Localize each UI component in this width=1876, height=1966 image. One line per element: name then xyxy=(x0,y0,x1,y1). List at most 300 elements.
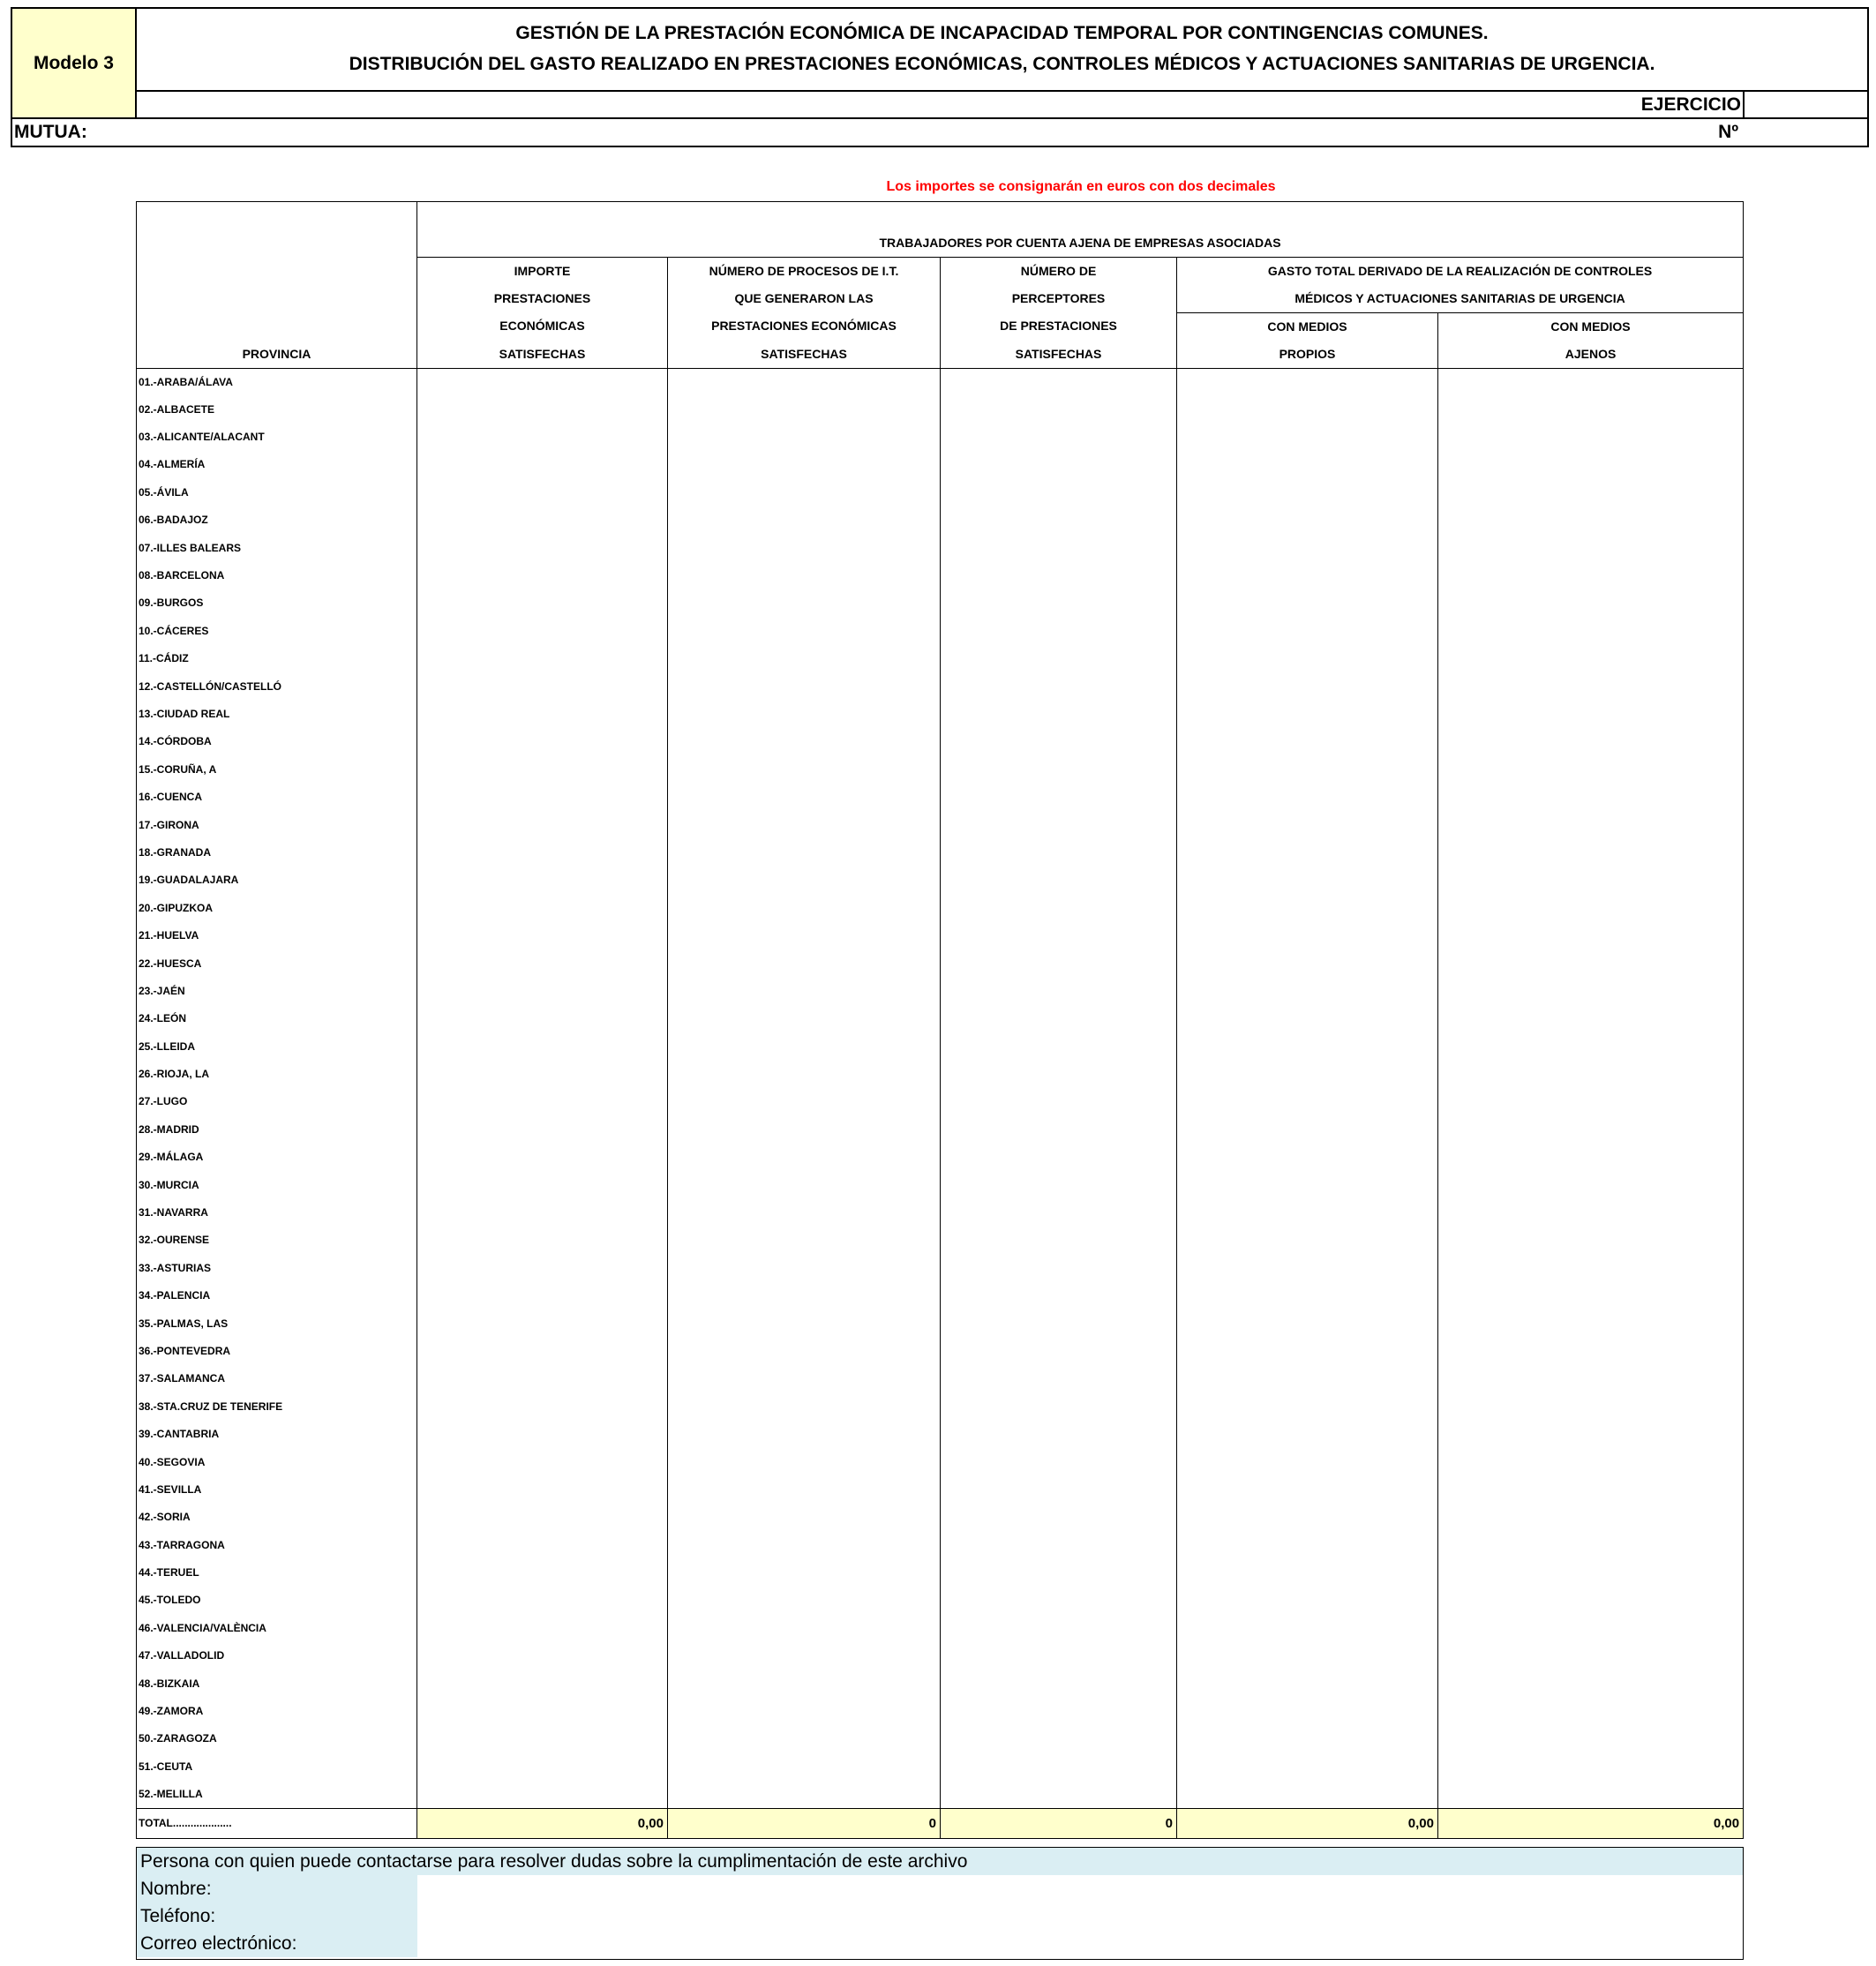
data-cell-col1[interactable] xyxy=(417,1116,668,1144)
data-cell-col5[interactable] xyxy=(1438,1365,1744,1392)
data-cell-col1[interactable] xyxy=(417,1365,668,1392)
data-cell-col2[interactable] xyxy=(668,589,941,617)
table-row xyxy=(137,1199,1744,1227)
data-cell-col1[interactable] xyxy=(417,1227,668,1254)
provincias-table xyxy=(136,201,1744,1839)
data-cell-col3[interactable] xyxy=(941,1504,1177,1531)
data-cell-col2[interactable] xyxy=(668,1587,941,1614)
nombre-label: Nombre: xyxy=(137,1875,417,1902)
table-row xyxy=(137,1781,1744,1809)
data-cell-col2[interactable] xyxy=(668,978,941,1005)
data-cell-col4[interactable] xyxy=(1177,728,1438,755)
provincia-name: 50.-ZARAGOZA xyxy=(137,1725,417,1752)
data-cell-col1[interactable] xyxy=(417,1421,668,1448)
data-cell-col5[interactable] xyxy=(1438,1698,1744,1725)
data-cell-col2[interactable] xyxy=(668,672,941,700)
data-cell-col5[interactable] xyxy=(1438,1171,1744,1198)
total-label: TOTAL.................... xyxy=(137,1809,417,1839)
data-cell-col3[interactable] xyxy=(941,1227,1177,1254)
data-cell-col2[interactable] xyxy=(668,1504,941,1531)
data-cell-col4[interactable] xyxy=(1177,451,1438,478)
header-corner-5 xyxy=(137,312,417,341)
data-cell-col2[interactable] xyxy=(668,1227,941,1254)
data-cell-col4[interactable] xyxy=(1177,507,1438,534)
total-value-col5: 0,00 xyxy=(1438,1809,1744,1839)
data-cell-col4[interactable] xyxy=(1177,784,1438,811)
provincia-name: 22.-HUESCA xyxy=(137,949,417,977)
data-cell-col1[interactable] xyxy=(417,867,668,894)
data-cell-col2[interactable] xyxy=(668,1088,941,1115)
data-cell-col4[interactable] xyxy=(1177,839,1438,867)
data-cell-col3[interactable] xyxy=(941,949,1177,977)
data-cell-col3[interactable] xyxy=(941,1559,1177,1587)
data-cell-col2[interactable] xyxy=(668,1559,941,1587)
data-cell-col1[interactable] xyxy=(417,507,668,534)
data-cell-col4[interactable] xyxy=(1177,1781,1438,1809)
provincia-name: 48.-BIZKAIA xyxy=(137,1670,417,1697)
header-top-spacer xyxy=(417,202,1744,229)
data-cell-col5[interactable] xyxy=(1438,839,1744,867)
data-cell-col1[interactable] xyxy=(417,424,668,451)
data-cell-col5[interactable] xyxy=(1438,618,1744,645)
data-cell-col2[interactable] xyxy=(668,1005,941,1032)
data-cell-col1[interactable] xyxy=(417,672,668,700)
data-cell-col3[interactable] xyxy=(941,645,1177,672)
data-cell-col3[interactable] xyxy=(941,1005,1177,1032)
data-cell-col1[interactable] xyxy=(417,1559,668,1587)
data-cell-col5[interactable] xyxy=(1438,1088,1744,1115)
data-cell-col1[interactable] xyxy=(417,396,668,424)
data-cell-col4[interactable] xyxy=(1177,1393,1438,1421)
data-cell-col4[interactable] xyxy=(1177,589,1438,617)
data-cell-col2[interactable] xyxy=(668,756,941,784)
data-cell-col1[interactable] xyxy=(417,645,668,672)
data-cell-col5[interactable] xyxy=(1438,1061,1744,1088)
data-cell-col5[interactable] xyxy=(1438,368,1744,396)
data-cell-col5[interactable] xyxy=(1438,1199,1744,1227)
data-cell-col1[interactable] xyxy=(417,922,668,949)
data-cell-col1[interactable] xyxy=(417,728,668,755)
data-cell-col1[interactable] xyxy=(417,1255,668,1282)
data-cell-col5[interactable] xyxy=(1438,396,1744,424)
data-cell-col3[interactable] xyxy=(941,867,1177,894)
data-cell-col3[interactable] xyxy=(941,368,1177,396)
data-cell-col1[interactable] xyxy=(417,1698,668,1725)
data-cell-col1[interactable] xyxy=(417,1171,668,1198)
data-cell-col4[interactable] xyxy=(1177,645,1438,672)
data-cell-col4[interactable] xyxy=(1177,618,1438,645)
data-cell-col1[interactable] xyxy=(417,1338,668,1365)
data-cell-col5[interactable] xyxy=(1438,1448,1744,1475)
data-cell-col4[interactable] xyxy=(1177,1116,1438,1144)
data-cell-col5[interactable] xyxy=(1438,978,1744,1005)
data-cell-col1[interactable] xyxy=(417,811,668,838)
data-cell-col2[interactable] xyxy=(668,1255,941,1282)
data-cell-col2[interactable] xyxy=(668,1309,941,1337)
data-cell-col5[interactable] xyxy=(1438,756,1744,784)
data-cell-col1[interactable] xyxy=(417,1448,668,1475)
data-cell-col2[interactable] xyxy=(668,562,941,589)
data-cell-col4[interactable] xyxy=(1177,922,1438,949)
data-cell-col5[interactable] xyxy=(1438,922,1744,949)
data-cell-col5[interactable] xyxy=(1438,1615,1744,1642)
data-cell-col3[interactable] xyxy=(941,839,1177,867)
col1-line3: ECONÓMICAS xyxy=(417,312,668,341)
data-cell-col5[interactable] xyxy=(1438,589,1744,617)
data-cell-col5[interactable] xyxy=(1438,645,1744,672)
data-cell-col5[interactable] xyxy=(1438,867,1744,894)
data-cell-col1[interactable] xyxy=(417,1199,668,1227)
data-cell-col2[interactable] xyxy=(668,949,941,977)
data-cell-col1[interactable] xyxy=(417,589,668,617)
data-cell-col2[interactable] xyxy=(668,1032,941,1060)
table-row xyxy=(137,784,1744,811)
data-cell-col2[interactable] xyxy=(668,1642,941,1670)
data-cell-col1[interactable] xyxy=(417,839,668,867)
data-cell-col2[interactable] xyxy=(668,1670,941,1697)
data-cell-col3[interactable] xyxy=(941,1753,1177,1781)
data-cell-col3[interactable] xyxy=(941,672,1177,700)
data-cell-col2[interactable] xyxy=(668,1061,941,1088)
data-cell-col4[interactable] xyxy=(1177,867,1438,894)
col3-line2: PERCEPTORES xyxy=(941,285,1177,313)
data-cell-col4[interactable] xyxy=(1177,479,1438,507)
data-cell-col4[interactable] xyxy=(1177,1421,1438,1448)
data-cell-col2[interactable] xyxy=(668,1532,941,1559)
data-cell-col1[interactable] xyxy=(417,1005,668,1032)
data-cell-col5[interactable] xyxy=(1438,1032,1744,1060)
provincia-name: 36.-PONTEVEDRA xyxy=(137,1338,417,1365)
data-cell-col5[interactable] xyxy=(1438,479,1744,507)
data-cell-col1[interactable] xyxy=(417,562,668,589)
data-cell-col4[interactable] xyxy=(1177,368,1438,396)
data-cell-col2[interactable] xyxy=(668,1338,941,1365)
data-cell-col4[interactable] xyxy=(1177,1255,1438,1282)
data-cell-col2[interactable] xyxy=(668,618,941,645)
data-cell-col5[interactable] xyxy=(1438,1532,1744,1559)
data-cell-col2[interactable] xyxy=(668,396,941,424)
data-cell-col5[interactable] xyxy=(1438,1282,1744,1309)
data-cell-col4[interactable] xyxy=(1177,1338,1438,1365)
col3-line4: SATISFECHAS xyxy=(941,341,1177,369)
table-row xyxy=(137,1005,1744,1032)
data-cell-col5[interactable] xyxy=(1438,1393,1744,1421)
data-cell-col3[interactable] xyxy=(941,1061,1177,1088)
data-cell-col2[interactable] xyxy=(668,728,941,755)
data-cell-col5[interactable] xyxy=(1438,451,1744,478)
table-row xyxy=(137,839,1744,867)
data-cell-col3[interactable] xyxy=(941,424,1177,451)
data-cell-col5[interactable] xyxy=(1438,1005,1744,1032)
data-cell-col3[interactable] xyxy=(941,1615,1177,1642)
data-cell-col2[interactable] xyxy=(668,867,941,894)
header-corner-4 xyxy=(137,285,417,313)
data-cell-col2[interactable] xyxy=(668,1144,941,1171)
data-cell-col4[interactable] xyxy=(1177,1670,1438,1697)
data-cell-col3[interactable] xyxy=(941,1698,1177,1725)
data-cell-col4[interactable] xyxy=(1177,672,1438,700)
data-cell-col3[interactable] xyxy=(941,396,1177,424)
data-cell-col5[interactable] xyxy=(1438,895,1744,922)
table-row xyxy=(137,1227,1744,1254)
data-cell-col4[interactable] xyxy=(1177,534,1438,561)
contact-correo-row xyxy=(137,1930,1743,1957)
contact-telefono-row xyxy=(137,1902,1743,1930)
data-cell-col3[interactable] xyxy=(941,507,1177,534)
data-cell-col1[interactable] xyxy=(417,1282,668,1309)
data-cell-col1[interactable] xyxy=(417,1309,668,1337)
data-cell-col3[interactable] xyxy=(941,1255,1177,1282)
data-cell-col3[interactable] xyxy=(941,534,1177,561)
data-cell-col1[interactable] xyxy=(417,1393,668,1421)
data-cell-col5[interactable] xyxy=(1438,1781,1744,1809)
data-cell-col4[interactable] xyxy=(1177,1476,1438,1504)
data-cell-col3[interactable] xyxy=(941,1032,1177,1060)
data-cell-col3[interactable] xyxy=(941,1199,1177,1227)
data-cell-col4[interactable] xyxy=(1177,1615,1438,1642)
data-cell-col4[interactable] xyxy=(1177,1448,1438,1475)
data-cell-col4[interactable] xyxy=(1177,949,1438,977)
data-cell-col5[interactable] xyxy=(1438,507,1744,534)
data-cell-col5[interactable] xyxy=(1438,1338,1744,1365)
data-cell-col5[interactable] xyxy=(1438,1116,1744,1144)
data-cell-col3[interactable] xyxy=(941,1448,1177,1475)
data-cell-col3[interactable] xyxy=(941,562,1177,589)
data-cell-col1[interactable] xyxy=(417,451,668,478)
data-cell-col2[interactable] xyxy=(668,1781,941,1809)
data-cell-col4[interactable] xyxy=(1177,1587,1438,1614)
data-cell-col1[interactable] xyxy=(417,978,668,1005)
data-cell-col3[interactable] xyxy=(941,1116,1177,1144)
data-cell-col3[interactable] xyxy=(941,895,1177,922)
data-cell-col4[interactable] xyxy=(1177,1309,1438,1337)
data-cell-col2[interactable] xyxy=(668,645,941,672)
mutua-label: MUTUA: xyxy=(14,122,87,142)
data-cell-col4[interactable] xyxy=(1177,1532,1438,1559)
data-cell-col3[interactable] xyxy=(941,978,1177,1005)
data-cell-col4[interactable] xyxy=(1177,562,1438,589)
data-cell-col4[interactable] xyxy=(1177,1282,1438,1309)
data-cell-col5[interactable] xyxy=(1438,1504,1744,1531)
data-cell-col1[interactable] xyxy=(417,1642,668,1670)
data-cell-col3[interactable] xyxy=(941,1532,1177,1559)
data-cell-col3[interactable] xyxy=(941,1144,1177,1171)
data-cell-col2[interactable] xyxy=(668,922,941,949)
data-cell-col1[interactable] xyxy=(417,756,668,784)
data-cell-col3[interactable] xyxy=(941,756,1177,784)
data-cell-col2[interactable] xyxy=(668,1171,941,1198)
data-cell-col5[interactable] xyxy=(1438,1421,1744,1448)
data-cell-col3[interactable] xyxy=(941,1670,1177,1697)
data-cell-col4[interactable] xyxy=(1177,701,1438,728)
data-cell-col4[interactable] xyxy=(1177,895,1438,922)
data-cell-col3[interactable] xyxy=(941,728,1177,755)
col1-line4: SATISFECHAS xyxy=(417,341,668,369)
data-cell-col3[interactable] xyxy=(941,1088,1177,1115)
data-cell-col1[interactable] xyxy=(417,1615,668,1642)
data-cell-col3[interactable] xyxy=(941,1393,1177,1421)
data-cell-col5[interactable] xyxy=(1438,1725,1744,1752)
provincia-name: 15.-CORUÑA, A xyxy=(137,756,417,784)
data-cell-col2[interactable] xyxy=(668,1476,941,1504)
data-cell-col1[interactable] xyxy=(417,479,668,507)
data-cell-col5[interactable] xyxy=(1438,672,1744,700)
data-cell-col2[interactable] xyxy=(668,534,941,561)
data-cell-col1[interactable] xyxy=(417,1753,668,1781)
data-cell-col1[interactable] xyxy=(417,1088,668,1115)
data-cell-col1[interactable] xyxy=(417,1725,668,1752)
data-cell-col1[interactable] xyxy=(417,1532,668,1559)
data-cell-col4[interactable] xyxy=(1177,396,1438,424)
total-value-col2: 0 xyxy=(668,1809,941,1839)
data-cell-col2[interactable] xyxy=(668,368,941,396)
data-cell-col5[interactable] xyxy=(1438,701,1744,728)
data-cell-col5[interactable] xyxy=(1438,534,1744,561)
data-cell-col1[interactable] xyxy=(417,1144,668,1171)
data-cell-col4[interactable] xyxy=(1177,1171,1438,1198)
provincia-name: 34.-PALENCIA xyxy=(137,1282,417,1309)
data-cell-col2[interactable] xyxy=(668,1753,941,1781)
data-cell-col5[interactable] xyxy=(1438,562,1744,589)
data-cell-col2[interactable] xyxy=(668,839,941,867)
data-cell-col4[interactable] xyxy=(1177,1032,1438,1060)
data-cell-col5[interactable] xyxy=(1438,728,1744,755)
data-cell-col5[interactable] xyxy=(1438,1227,1744,1254)
data-cell-col4[interactable] xyxy=(1177,1144,1438,1171)
data-cell-col2[interactable] xyxy=(668,1615,941,1642)
data-cell-col4[interactable] xyxy=(1177,978,1438,1005)
data-cell-col3[interactable] xyxy=(941,1781,1177,1809)
data-cell-col3[interactable] xyxy=(941,1476,1177,1504)
data-cell-col1[interactable] xyxy=(417,368,668,396)
data-cell-col2[interactable] xyxy=(668,1448,941,1475)
data-cell-col2[interactable] xyxy=(668,1365,941,1392)
data-cell-col4[interactable] xyxy=(1177,1504,1438,1531)
data-cell-col3[interactable] xyxy=(941,618,1177,645)
data-cell-col5[interactable] xyxy=(1438,784,1744,811)
data-cell-col4[interactable] xyxy=(1177,1088,1438,1115)
ejercicio-field[interactable] xyxy=(1743,90,1869,119)
data-cell-col4[interactable] xyxy=(1177,1698,1438,1725)
data-cell-col4[interactable] xyxy=(1177,811,1438,838)
data-cell-col4[interactable] xyxy=(1177,1642,1438,1670)
table-row xyxy=(137,1116,1744,1144)
data-cell-col3[interactable] xyxy=(941,1309,1177,1337)
data-cell-col3[interactable] xyxy=(941,784,1177,811)
data-cell-col1[interactable] xyxy=(417,701,668,728)
data-cell-col5[interactable] xyxy=(1438,1642,1744,1670)
data-cell-col3[interactable] xyxy=(941,479,1177,507)
data-cell-col1[interactable] xyxy=(417,618,668,645)
data-cell-col5[interactable] xyxy=(1438,424,1744,451)
data-cell-col1[interactable] xyxy=(417,1670,668,1697)
data-cell-col3[interactable] xyxy=(941,811,1177,838)
provincia-name: 37.-SALAMANCA xyxy=(137,1365,417,1392)
data-cell-col3[interactable] xyxy=(941,1171,1177,1198)
data-cell-col5[interactable] xyxy=(1438,1309,1744,1337)
data-cell-col1[interactable] xyxy=(417,949,668,977)
data-cell-col3[interactable] xyxy=(941,1282,1177,1309)
data-cell-col4[interactable] xyxy=(1177,1005,1438,1032)
correo-field[interactable] xyxy=(417,1930,1743,1957)
data-cell-col1[interactable] xyxy=(417,1781,668,1809)
table-row xyxy=(137,1144,1744,1171)
data-cell-col3[interactable] xyxy=(941,1421,1177,1448)
data-cell-col4[interactable] xyxy=(1177,1199,1438,1227)
data-cell-col5[interactable] xyxy=(1438,949,1744,977)
data-cell-col2[interactable] xyxy=(668,424,941,451)
data-cell-col2[interactable] xyxy=(668,479,941,507)
data-cell-col2[interactable] xyxy=(668,1393,941,1421)
data-cell-col2[interactable] xyxy=(668,1725,941,1752)
data-cell-col2[interactable] xyxy=(668,1199,941,1227)
data-cell-col3[interactable] xyxy=(941,1725,1177,1752)
table-row xyxy=(137,1559,1744,1587)
provincia-name: 49.-ZAMORA xyxy=(137,1698,417,1725)
data-cell-col5[interactable] xyxy=(1438,1255,1744,1282)
data-cell-col2[interactable] xyxy=(668,811,941,838)
data-cell-col3[interactable] xyxy=(941,922,1177,949)
data-cell-col2[interactable] xyxy=(668,895,941,922)
data-cell-col5[interactable] xyxy=(1438,1476,1744,1504)
data-cell-col2[interactable] xyxy=(668,451,941,478)
data-cell-col5[interactable] xyxy=(1438,1587,1744,1614)
data-cell-col1[interactable] xyxy=(417,784,668,811)
data-cell-col4[interactable] xyxy=(1177,756,1438,784)
data-cell-col3[interactable] xyxy=(941,1338,1177,1365)
data-cell-col1[interactable] xyxy=(417,895,668,922)
data-cell-col2[interactable] xyxy=(668,1282,941,1309)
data-cell-col3[interactable] xyxy=(941,451,1177,478)
data-cell-col5[interactable] xyxy=(1438,1670,1744,1697)
nombre-field[interactable] xyxy=(417,1875,1743,1902)
provincia-name: 14.-CÓRDOBA xyxy=(137,728,417,755)
data-cell-col5[interactable] xyxy=(1438,811,1744,838)
data-cell-col4[interactable] xyxy=(1177,1061,1438,1088)
data-cell-col4[interactable] xyxy=(1177,1725,1438,1752)
data-cell-col2[interactable] xyxy=(668,1116,941,1144)
data-cell-col3[interactable] xyxy=(941,1642,1177,1670)
data-cell-col4[interactable] xyxy=(1177,1227,1438,1254)
table-row xyxy=(137,867,1744,894)
data-cell-col5[interactable] xyxy=(1438,1753,1744,1781)
data-cell-col1[interactable] xyxy=(417,1032,668,1060)
data-cell-col2[interactable] xyxy=(668,507,941,534)
data-cell-col4[interactable] xyxy=(1177,424,1438,451)
data-cell-col1[interactable] xyxy=(417,1504,668,1531)
data-cell-col5[interactable] xyxy=(1438,1144,1744,1171)
data-cell-col4[interactable] xyxy=(1177,1365,1438,1392)
col2-line2: QUE GENERARON LAS xyxy=(668,285,941,313)
data-cell-col3[interactable] xyxy=(941,1365,1177,1392)
data-cell-col2[interactable] xyxy=(668,1698,941,1725)
data-cell-col2[interactable] xyxy=(668,701,941,728)
data-cell-col5[interactable] xyxy=(1438,1559,1744,1587)
data-cell-col1[interactable] xyxy=(417,534,668,561)
col4-line2: PROPIOS xyxy=(1177,341,1438,369)
data-cell-col2[interactable] xyxy=(668,784,941,811)
data-cell-col3[interactable] xyxy=(941,1587,1177,1614)
data-cell-col1[interactable] xyxy=(417,1061,668,1088)
data-cell-col1[interactable] xyxy=(417,1476,668,1504)
data-cell-col2[interactable] xyxy=(668,1421,941,1448)
data-cell-col3[interactable] xyxy=(941,589,1177,617)
data-cell-col4[interactable] xyxy=(1177,1559,1438,1587)
data-cell-col4[interactable] xyxy=(1177,1753,1438,1781)
data-cell-col3[interactable] xyxy=(941,701,1177,728)
data-cell-col1[interactable] xyxy=(417,1587,668,1614)
telefono-field[interactable] xyxy=(417,1902,1743,1930)
